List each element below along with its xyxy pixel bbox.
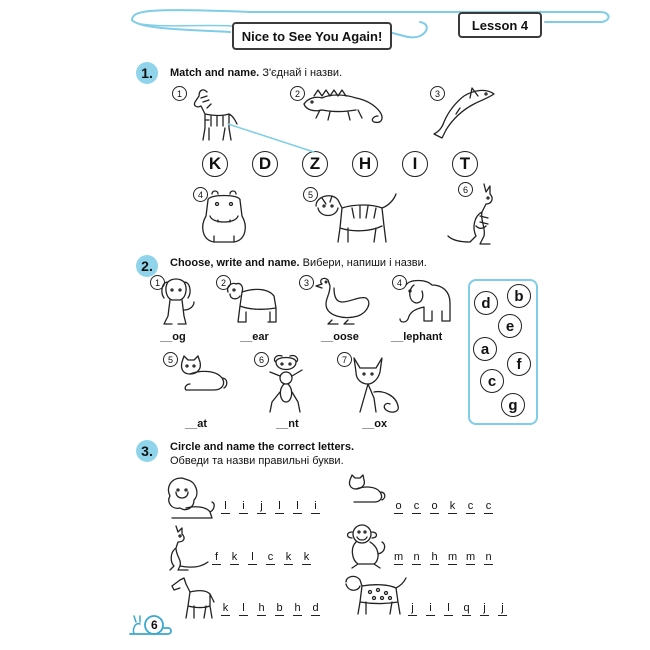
ex3-letter[interactable]: c: [413, 500, 420, 512]
ex3-letter[interactable]: f: [212, 551, 221, 565]
exercise-1-instruction-ua: З'єднай і назви.: [262, 67, 343, 79]
ex3-letter[interactable]: c: [485, 500, 492, 512]
dog-icon: [158, 276, 198, 328]
exercise-1-number: 1.: [136, 62, 158, 84]
exercise-3-instruction-en: Circle and name the correct letters.: [170, 441, 355, 453]
ex3-letter-row: [394, 551, 493, 565]
goose-icon: [314, 276, 374, 326]
ex3-letter[interactable]: k: [285, 551, 292, 563]
cat-icon: [176, 354, 230, 394]
ex3-letter-row: [394, 500, 493, 514]
ex2-word: __oose: [321, 331, 359, 343]
exercise-2-instruction: [170, 257, 427, 269]
ex3-letter[interactable]: o: [431, 500, 438, 512]
ex2-word: __ox: [362, 418, 388, 430]
ex2-word: __lephant: [391, 331, 443, 343]
ex3-letter[interactable]: l: [293, 500, 302, 514]
kangaroo-icon: [446, 182, 504, 248]
ex3-letter[interactable]: h: [431, 551, 438, 563]
ex3-letter[interactable]: i: [239, 500, 248, 514]
monkey-icon: [344, 522, 388, 570]
ex2-picture-number: 2: [216, 275, 231, 290]
ex3-letter[interactable]: l: [275, 500, 284, 514]
exercise-2-instruction-ua: Вибери, напиши і назви.: [302, 257, 427, 269]
ex1-letter: K: [202, 151, 228, 177]
ex3-letter[interactable]: i: [311, 500, 320, 514]
ex1-letter: H: [352, 151, 378, 177]
ex1-letter: Z: [302, 151, 328, 177]
ex3-letter-row: [221, 602, 320, 616]
ex3-letter[interactable]: m: [448, 551, 458, 563]
ex2-picture-number: 3: [299, 275, 314, 290]
ex2-picture-number: 6: [254, 352, 269, 367]
ex3-letter[interactable]: k: [222, 602, 229, 614]
lesson-label: Lesson 4: [458, 12, 542, 38]
ex1-letter: T: [452, 151, 478, 177]
ex3-letter[interactable]: h: [258, 602, 265, 614]
panel-letter: f: [507, 352, 531, 376]
ex3-letter[interactable]: d: [312, 602, 319, 614]
ex2-picture-number: 5: [163, 352, 178, 367]
ex3-letter[interactable]: n: [485, 551, 492, 563]
ex3-letter[interactable]: l: [221, 500, 230, 514]
page-title: Nice to See You Again!: [232, 22, 392, 50]
snail-icon: [128, 612, 172, 638]
ex3-letter[interactable]: j: [480, 602, 489, 616]
ex3-letter[interactable]: l: [248, 551, 257, 565]
ant-icon: [262, 352, 310, 416]
ex3-letter[interactable]: q: [463, 602, 470, 614]
panel-letter: b: [507, 284, 531, 308]
panel-letter: a: [473, 337, 497, 361]
page-number: 6: [151, 618, 158, 632]
ex3-letter[interactable]: c: [467, 500, 474, 512]
ex3-letter-row: [221, 500, 320, 514]
ex1-picture-number: 2: [290, 86, 305, 101]
exercise-2-number: 2.: [136, 255, 158, 277]
ex3-letter[interactable]: k: [303, 551, 310, 563]
ex2-word: __nt: [276, 418, 299, 430]
ex2-word: __ear: [240, 331, 269, 343]
lion-icon: [162, 474, 216, 522]
jaguar-icon: [342, 574, 408, 618]
ex3-letter[interactable]: n: [413, 551, 420, 563]
ex2-picture-number: 4: [392, 275, 407, 290]
exercise-2-instruction-en: Choose, write and name.: [170, 257, 300, 269]
kangaroo-icon: [166, 524, 210, 572]
exercise-3-number: 3.: [136, 440, 158, 462]
ex3-letter[interactable]: j: [257, 500, 266, 514]
exercise-3-instruction-ua: Обведи та назви правильні букви.: [170, 455, 344, 467]
hippo-icon: [198, 186, 250, 244]
ex3-letter[interactable]: k: [449, 500, 456, 512]
ex1-picture-number: 6: [458, 182, 473, 197]
ex3-letter[interactable]: m: [394, 551, 404, 563]
ex3-letter[interactable]: l: [239, 602, 248, 616]
ex2-word: __at: [185, 418, 208, 430]
ex1-letter: I: [402, 151, 428, 177]
ex3-letter[interactable]: b: [276, 602, 283, 614]
ex2-word: __og: [160, 331, 186, 343]
ex3-letter-row: [212, 551, 311, 565]
ex3-letter[interactable]: l: [444, 602, 453, 616]
cat-icon: [346, 474, 388, 504]
fox-icon: [348, 354, 406, 416]
ex3-letter[interactable]: m: [466, 551, 476, 563]
ex1-picture-number: 4: [193, 187, 208, 202]
ex2-picture-number: 1: [150, 275, 165, 290]
tiger-icon: [312, 186, 398, 246]
ex3-letter-row: [408, 602, 507, 616]
ex3-letter[interactable]: c: [267, 551, 274, 563]
ex3-letter[interactable]: k: [231, 551, 238, 563]
ex3-letter[interactable]: j: [498, 602, 507, 616]
ex1-picture-number: 3: [430, 86, 445, 101]
ex3-letter[interactable]: h: [294, 602, 301, 614]
ex2-picture-number: 7: [337, 352, 352, 367]
panel-letter: e: [498, 314, 522, 338]
horse-icon: [170, 576, 218, 620]
sample-match-line: [0, 0, 650, 200]
ex1-picture-number: 5: [303, 187, 318, 202]
exercise-1-instruction-en: Match and name.: [170, 67, 260, 79]
ex3-letter[interactable]: j: [408, 602, 417, 616]
panel-letter: d: [474, 291, 498, 315]
elephant-icon: [396, 277, 454, 327]
ex3-letter[interactable]: o: [395, 500, 402, 512]
ex1-letter: D: [252, 151, 278, 177]
ex1-picture-number: 1: [172, 86, 187, 101]
panel-letter: g: [501, 393, 525, 417]
bear-icon: [224, 278, 282, 326]
ex3-letter[interactable]: i: [426, 602, 435, 616]
panel-letter: c: [480, 369, 504, 393]
